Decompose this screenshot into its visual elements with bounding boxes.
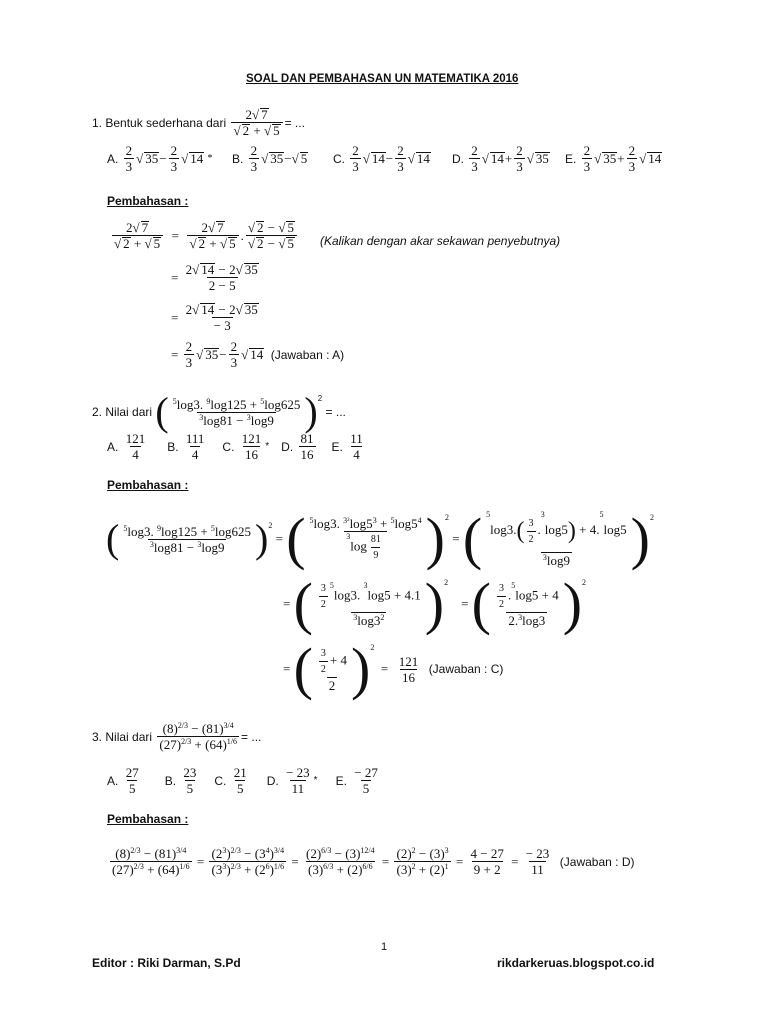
q3-options: A. $\frac{27}{5}$ B. $\frac{23}{5}$ C. $\frac{21}{5}$ D. $\frac{- 23}{11}$ * E. $\frac{- 27}{5}$ [107, 765, 378, 796]
q1-option-c: C. $\frac{2}{3}$ √ 14 − $\frac{2}{3}$ √ 14 [333, 143, 430, 174]
question-prompt: Bentuk sederhana dari [105, 115, 227, 130]
question-expression: $\frac{(8)^{2/3} - (81)^{3/4}}{(27)^{2/3} + (64)^{1/6}}$ [159, 721, 238, 752]
question-3 [92, 722, 261, 751]
q1-step-2: = $\frac{2√ 14 - 2√ 35}{2 - 5}$ [171, 262, 258, 293]
question-prompt: Nilai dari [105, 729, 153, 744]
q1-answer: (Jawaban : A) [270, 347, 345, 362]
q1-option-a: A. $\frac{2}{3}$ √ 35 − $\frac{2}{3}$ √ 14 * [107, 143, 213, 174]
footer-editor: Editor : Riki Darman, S.Pd [92, 956, 241, 970]
q2-options: A. $\frac{121}{4}$ B. $\frac{111}{4}$ C. $\frac{121}{16}$ * D. $\frac{81}{16}$ E. $\frac{11}{4}$ [107, 431, 363, 462]
question-tail: = ... [241, 729, 262, 744]
q3-answer: (Jawaban : D) [559, 854, 635, 869]
q1-step-4: = $\frac{2}{3}$ √ 35 − $\frac{2}{3}$ √ 14 (Jawaban : A) [171, 339, 345, 370]
q1-option-b: B. $\frac{2}{3}$ √ 35 − √ 5 [232, 143, 308, 174]
question-expression: $\frac{2√ 7}{√ 2 + √ 5}$ [231, 108, 282, 137]
q1-note: (Kalikan dengan akar sekawan penyebutnya) [320, 234, 561, 248]
q3-discussion-label: Pembahasan : [107, 812, 189, 826]
page-title: SOAL DAN PEMBAHASAN UN MATEMATIKA 2016 [246, 73, 519, 85]
question-tail: = ... [325, 405, 346, 419]
footer-site-link[interactable]: rikdarkeruas.blogspot.co.id [497, 956, 655, 970]
question-tail: = ... [284, 115, 305, 130]
question-number: 3. [92, 729, 103, 744]
q2-step-1: ( $\frac{^5\log 3. ^9\log 125 + ^5\log 625}{^3\log 81 - ^3\log 9}$ ) $^2$ = ( $^5$log3. $^{3^2}\log 5^3 + ^5\log 5^4$ $^3$log $\frac{81}{9}$ ) $^2$ = ( $^5$log3.( $\frac{3}{2}$ .$^3$log5) + 4.$^5$log5 $^3$log9 ) $^2$ [106, 506, 654, 571]
question-number: 2. [92, 405, 103, 419]
q2-step-2: = ( $\frac{3}{2}$ $^5$log3. $^3$log5 + 4.1 $^3\log 3^2$ ) $^2$ = ( $\frac{3}{2}$ .$^5$log5 + 4 2.$^3$log3 ) $^2$ [283, 571, 587, 636]
question-2: 2. Nilai dari ( $\frac{^5\log 3. ^9\log 125 + ^5\log 625}{^3\log 81 - ^3\log 9}$ ) $^2$ = ... [92, 389, 346, 434]
q2-discussion-label: Pembahasan : [107, 478, 189, 492]
question-prompt: Nilai dari [105, 405, 153, 419]
q1-step-3: = $\frac{2√ 14 - 2√ 35}{- 3}$ [171, 302, 258, 333]
q2-answer: (Jawaban : C) [428, 662, 504, 676]
q1-option-e: E. $\frac{2}{3}$ √ 35 + $\frac{2}{3}$ √ 14 [565, 143, 662, 174]
q2-step-3: = ( $\frac{3}{2}$ + 4 2 ) $^2$ = $\frac{121}{16}$ (Jawaban : C) [283, 636, 504, 701]
q1-option-d: D. $\frac{2}{3}$ √ 14 + $\frac{2}{3}$ √ 35 [452, 143, 549, 174]
q1-discussion-label: Pembahasan : [107, 194, 189, 208]
q3-step-1: $\frac{(8)^{2/3} - (81)^{3/4}}{(27)^{2/3} + (64)^{1/6}}$ = $\frac{(2^3)^{2/3} - (3^4)^{3/4}}{(3^3)^{2/3} + (2^6)^{1/6}}$ = $\frac{(2)^{6/3} - (3)^{12/4}}{(3)^{6/3} + (2)^{6/6}}$ = $\frac{(2)^2 - (3)^3}{(3)^2 + (2)^1}$ = $\frac{4 - 27}{9 + 2}$ = $\frac{- 23}{11}$ (Jawaban : D) [112, 846, 635, 877]
question-1 [92, 108, 305, 137]
page-number: 1 [381, 941, 388, 953]
q1-step-1: $\frac{2√ 7}{√ 2 + √ 5}$ = $\frac{2√ 7}{√ 2 + √ 5}$ . $\frac{√ 2 - √ 5}{√ 2 - √ 5}$ [110, 220, 299, 250]
question-expression: $\frac{^5\log 3. ^9\log 125 + ^5\log 625}{^3\log 81 - ^3\log 9}$ [172, 396, 301, 428]
question-number: 1. [92, 115, 103, 130]
